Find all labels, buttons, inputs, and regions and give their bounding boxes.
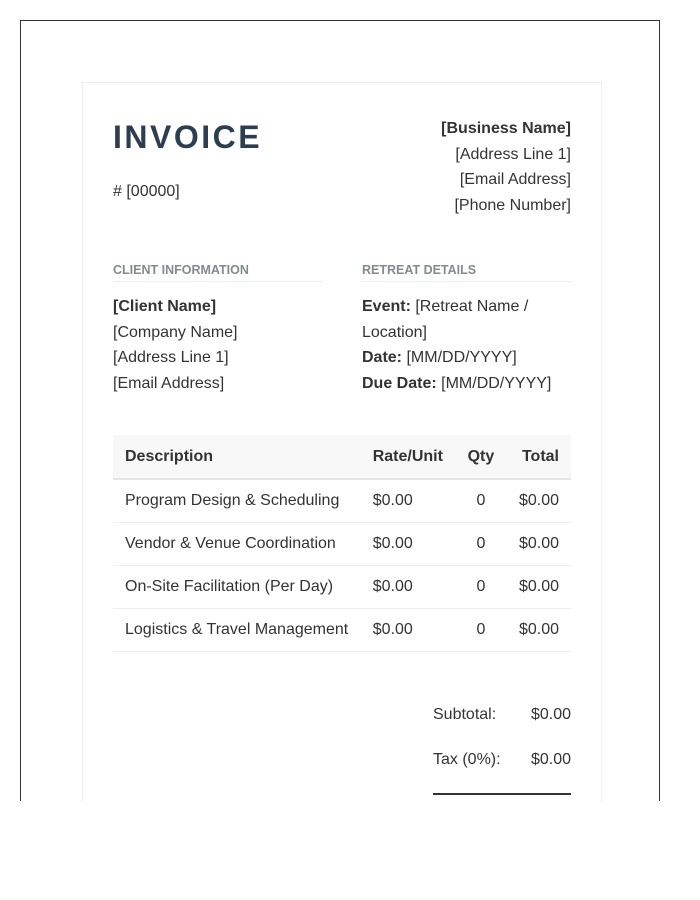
line-items-table	[113, 435, 571, 652]
business-email: [Email Address]	[459, 171, 571, 188]
subtotal-row	[433, 703, 571, 748]
table-row	[113, 523, 571, 566]
date-value: [MM/DD/YYYY]	[406, 349, 517, 366]
row-qty: 0	[455, 523, 507, 566]
client-company: [Company Name]	[113, 323, 238, 341]
business-address: [Address Line 1]	[455, 145, 571, 163]
event-label: Event:	[362, 298, 411, 315]
tax-row	[433, 748, 571, 793]
event-line	[362, 294, 572, 320]
client-email: [Email Address]	[113, 374, 225, 392]
due-date-label: Due Date:	[362, 374, 437, 392]
tax-value: $0.00	[530, 751, 571, 768]
retreat-details	[362, 294, 572, 396]
table-row	[113, 566, 571, 609]
row-total: $0.00	[507, 479, 571, 523]
tax-label: Tax (0%):	[433, 751, 501, 768]
row-rate: $0.00	[361, 523, 455, 566]
totals-block	[433, 703, 571, 795]
total-divider	[433, 793, 571, 795]
invoice-number: # [00000]	[113, 183, 180, 200]
row-description: Vendor & Venue Coordination	[113, 523, 361, 566]
row-rate: $0.00	[361, 609, 455, 652]
business-name: [Business Name]	[441, 120, 571, 137]
event-value-continued: Location]	[362, 323, 427, 341]
retreat-details-section	[362, 263, 572, 396]
date-label: Date:	[362, 349, 403, 366]
table-header-row	[113, 435, 571, 479]
retreat-details-heading: RETREAT DETAILS	[362, 263, 572, 282]
row-qty: 0	[455, 609, 507, 652]
table-row	[113, 479, 571, 523]
due-date-value: [MM/DD/YYYY]	[441, 374, 552, 392]
subtotal-label: Subtotal:	[433, 706, 497, 723]
row-total: $0.00	[507, 609, 571, 652]
due-date-line	[362, 371, 572, 397]
row-description: Logistics & Travel Management	[113, 609, 361, 652]
row-description: On-Site Facilitation (Per Day)	[113, 566, 361, 609]
row-total: $0.00	[507, 523, 571, 566]
header-total: Total	[507, 435, 571, 479]
client-details	[113, 294, 323, 396]
row-total: $0.00	[507, 566, 571, 609]
client-information-section	[113, 263, 323, 396]
client-information-heading: CLIENT INFORMATION	[113, 263, 323, 282]
subtotal-value: $0.00	[530, 706, 571, 723]
invoice-sheet	[82, 82, 602, 801]
header-description: Description	[113, 435, 361, 479]
date-line	[362, 345, 572, 371]
page-frame	[20, 20, 660, 801]
client-name: [Client Name]	[113, 298, 217, 315]
header-qty: Qty	[455, 435, 507, 479]
business-phone: [Phone Number]	[454, 196, 571, 214]
invoice-title: INVOICE	[113, 119, 263, 155]
business-info	[441, 116, 571, 218]
table-row	[113, 609, 571, 652]
row-rate: $0.00	[361, 479, 455, 523]
client-address: [Address Line 1]	[113, 349, 229, 366]
header-rate: Rate/Unit	[361, 435, 455, 479]
row-rate: $0.00	[361, 566, 455, 609]
event-value: [Retreat Name /	[415, 298, 529, 315]
row-qty: 0	[455, 566, 507, 609]
row-qty: 0	[455, 479, 507, 523]
row-description: Program Design & Scheduling	[113, 479, 361, 523]
